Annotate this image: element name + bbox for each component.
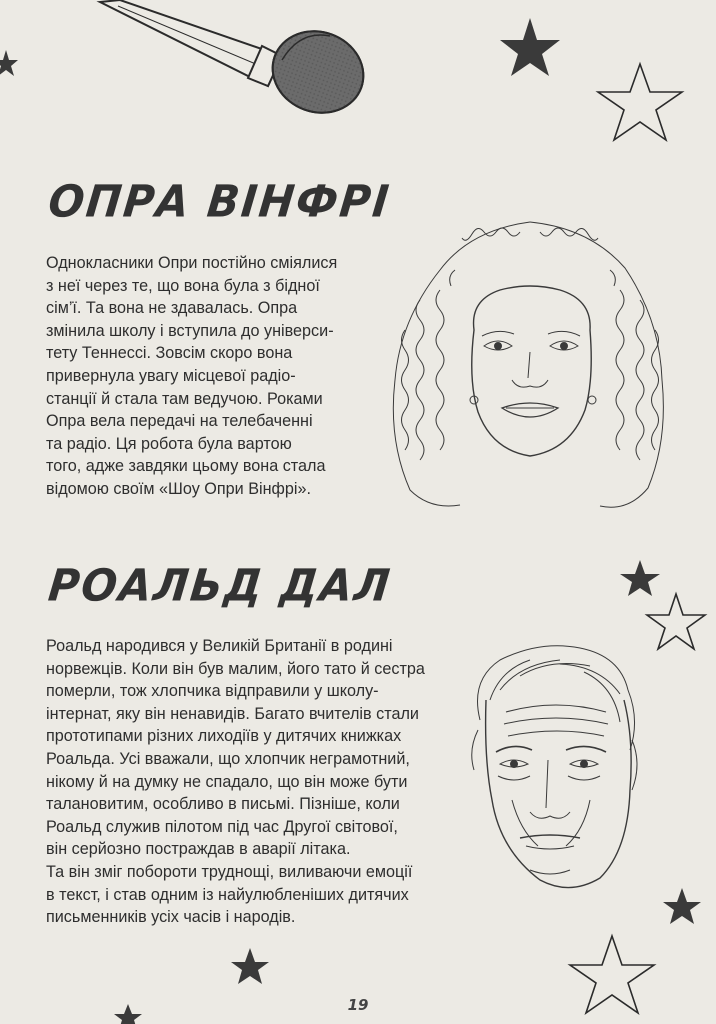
text-line: змінила школу і вступила до універси- xyxy=(46,321,334,340)
text-line: письменників усіх часів і народів. xyxy=(46,908,296,927)
text-line: з неї через те, що вона була з бідної xyxy=(46,276,320,295)
text-line: та радіо. Ця робота була вартою xyxy=(46,434,292,453)
bio-text-roald xyxy=(46,635,425,929)
text-line: сім’ї. Та вона не здавалась. Опра xyxy=(46,299,298,318)
text-line: інтернат, яку він ненавидів. Багато вчителів стали xyxy=(46,704,419,723)
text-line: Роальда. Усі вважали, що хлопчик неграмотний, xyxy=(46,749,410,768)
text-line: тету Теннессі. Зовсім скоро вона xyxy=(46,344,293,363)
text-line: Однокласники Опри постійно сміялися xyxy=(46,254,338,272)
text-line: талановитим, особливо в письмі. Пізніше, коли xyxy=(46,795,400,814)
text-line: того, адже завдяки цьому вона стала xyxy=(46,457,326,476)
text-line: померли, тож хлопчика відправили у школу- xyxy=(46,682,379,701)
text-line: нікому й на думку не спадало, що він може бути xyxy=(46,772,408,791)
oprah-portrait-drawing xyxy=(393,222,663,507)
text-line: він серйозно постраждав в аварії літака. xyxy=(46,840,351,859)
text-line: Опра вела передачі на телебаченні xyxy=(46,412,313,431)
text-line: Роальд народився у Великій Британії в родині xyxy=(46,637,393,655)
text-line: Роальд служив пілотом під час Другої світової, xyxy=(46,817,398,836)
text-line: прототипами різних лиходіїв у дитячих книжках xyxy=(46,727,402,746)
text-line: в текст, і став одним із найулюбленіших дитячих xyxy=(46,885,409,904)
text-line: привернула увагу місцевої радіо- xyxy=(46,366,296,385)
page-number: 19 xyxy=(347,996,369,1014)
text-line: відомою своїм «Шоу Опри Вінфрі». xyxy=(46,479,311,498)
microphone-drawing xyxy=(100,0,375,125)
section-title-roald: РОАЛЬД ДАЛ xyxy=(46,559,395,611)
roald-portrait-drawing xyxy=(472,646,637,888)
text-line: норвежців. Коли він був малим, його тато й сестра xyxy=(46,659,425,678)
bio-text-oprah xyxy=(46,252,337,501)
section-title-oprah: ОПРА ВІНФРІ xyxy=(46,175,394,227)
text-line: станції й стала там ведучою. Роками xyxy=(46,389,323,408)
text-line: Та він зміг побороти труднощі, виливаючи емоції xyxy=(46,862,413,881)
